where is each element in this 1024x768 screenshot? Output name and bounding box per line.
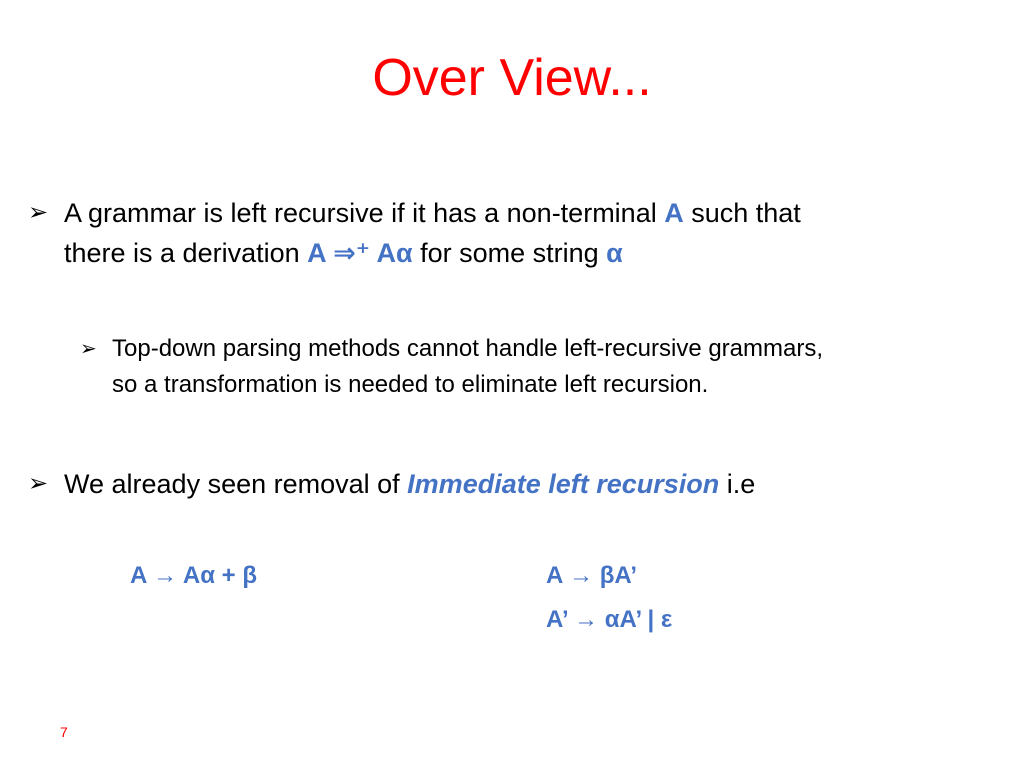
string-alpha: α (606, 238, 623, 268)
bullet-left-recursive-definition (28, 193, 988, 277)
bullet-text (64, 193, 801, 273)
bullet-arrow-icon: ➢ (28, 199, 49, 226)
derivation-expression: A ⇒⁺ Aα (307, 238, 413, 268)
emphasis-immediate-left-recursion: Immediate left recursion (407, 469, 720, 499)
text-segment: for some string (412, 238, 607, 268)
sub-bullet-text (112, 331, 823, 403)
text-line: so a transformation is needed to eliminate left recursion. (112, 371, 709, 398)
formula-transformed-production-2: A’ → αA’ | ε (546, 606, 673, 633)
text-segment: i.e (719, 469, 756, 499)
bullet-immediate-left-recursion (28, 464, 988, 506)
text-segment: there is a derivation (64, 238, 308, 268)
text-segment: such that (683, 198, 801, 228)
slide-title: Over View... (372, 49, 652, 107)
nonterminal-a: A (664, 198, 684, 228)
page-number: 7 (60, 724, 68, 740)
bullet-arrow-icon: ➢ (80, 338, 97, 360)
bullet-text (64, 464, 755, 504)
formula-transformed-production-1: A → βA’ (546, 562, 638, 589)
text-line: Top-down parsing methods cannot handle left-recursive grammars, (112, 335, 824, 362)
bullet-arrow-icon: ➢ (28, 470, 49, 497)
text-segment: A grammar is left recursive if it has a non-terminal (64, 198, 665, 228)
text-segment: We already seen removal of (64, 469, 408, 499)
sub-bullet-top-down-parsing (80, 331, 990, 407)
formula-original-production: A → Aα + β (130, 562, 257, 589)
